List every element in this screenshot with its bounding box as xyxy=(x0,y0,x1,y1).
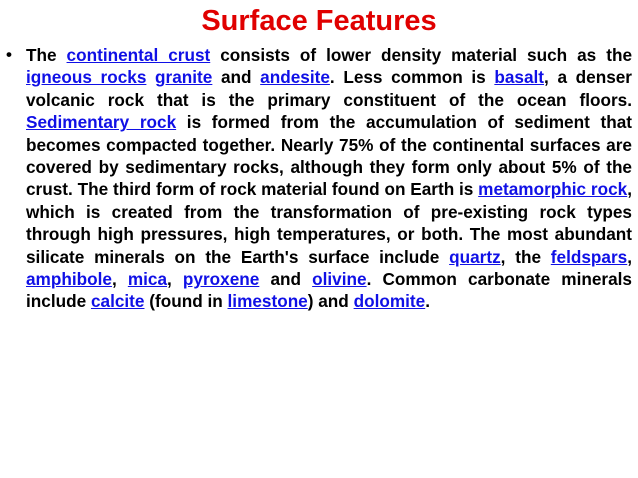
link-andesite[interactable]: andesite xyxy=(260,67,330,88)
paragraph-text: , xyxy=(111,269,128,290)
paragraph-text: , which is created from the transformation of pre-existing rock types through high pressures, high temperatures, or both. The most abundant silicate minerals on the Earth's surface include xyxy=(26,179,633,267)
link-pyroxene[interactable]: pyroxene xyxy=(182,269,260,290)
link-dolomite[interactable]: dolomite xyxy=(353,291,426,312)
bullet-marker: • xyxy=(6,45,12,64)
link-igneous-rocks[interactable]: igneous rocks xyxy=(26,67,147,88)
link-continental-crust[interactable]: continental crust xyxy=(66,45,211,65)
paragraph-text: and xyxy=(212,67,261,88)
bullet-item xyxy=(6,44,632,313)
slide-title: Surface Features xyxy=(201,5,437,37)
link-mica[interactable]: mica xyxy=(127,269,168,290)
link-metamorphic-rock[interactable]: metamorphic rock xyxy=(478,179,628,200)
link-sedimentary-rock[interactable]: Sedimentary rock xyxy=(26,112,177,133)
paragraph-text: ) and xyxy=(307,291,354,312)
paragraph-text: , the xyxy=(500,246,551,267)
link-basalt[interactable]: basalt xyxy=(494,67,545,88)
body-paragraph xyxy=(26,44,632,313)
link-limestone[interactable]: limestone xyxy=(227,291,308,312)
link-granite[interactable]: granite xyxy=(155,67,213,88)
paragraph-text: , a denser volcanic rock that is the primary constituent of the ocean floors. xyxy=(26,67,632,110)
link-olivine[interactable]: olivine xyxy=(312,269,367,290)
paragraph-text: , xyxy=(627,246,632,267)
paragraph-text: and xyxy=(259,269,313,290)
paragraph-text xyxy=(146,67,155,87)
paragraph-text: consists of lower density material such as the xyxy=(210,45,633,65)
link-feldspars[interactable]: feldspars xyxy=(550,246,628,267)
paragraph-text: . Less common is xyxy=(329,67,495,88)
link-quartz[interactable]: quartz xyxy=(449,246,501,267)
link-calcite[interactable]: calcite xyxy=(90,291,145,312)
paragraph-text: The xyxy=(26,45,67,65)
paragraph-text: (found in xyxy=(144,291,228,312)
paragraph-text: , xyxy=(167,269,183,290)
link-amphibole[interactable]: amphibole xyxy=(26,269,112,290)
paragraph-text: . xyxy=(425,291,430,312)
paragraph-text: . Common carbonate minerals include xyxy=(26,269,632,312)
paragraph-text: is formed from the accumulation of sediment that becomes compacted together. Nearly 75% of the continental surfaces are covered by sedimentary rocks, although they form only about 5% of the crust. The third form of rock material found on Earth is xyxy=(26,112,632,200)
